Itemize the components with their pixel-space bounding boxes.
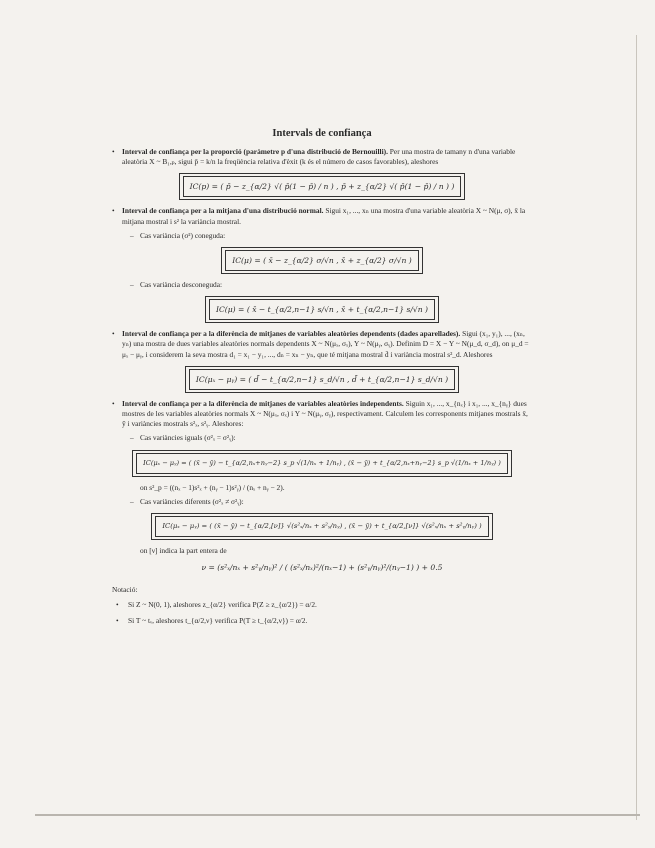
formula-text: IC(μ) = ( x̄ − z_{α/2} σ/√n , x̄ + z_{α/2} σ/√n ) [225, 250, 419, 271]
nu-text: on [ν] indica la part entera de [140, 546, 227, 556]
formula-text: IC(μ) = ( x̄ − t_{α/2,n−1} s/√n , x̄ + t_{α/2,n−1} s/√n ) [209, 299, 435, 320]
section-text: Siguin x₁, ..., x_{nₓ} i x₁, ..., x_{nᵧ} dues mostres de les variables aleatòries normals X ~ N(μₓ, σₓ) i Y ~ N(μᵧ, σᵧ), respectivament. Calculem les corresponents mitjanes mostrals x̄, ȳ i variàncies mostrals s²ₓ, s²ᵧ. Aleshores: [122, 398, 528, 429]
document-content [112, 128, 532, 626]
formula-text: IC(μₓ − μᵧ) = ( (x̄ − ȳ) − t_{α/2,[ν]} √(s²ₓ/nₓ + s²ᵧ/nᵧ) , (x̄ − ȳ) + t_{α/2,[ν]} √(s²ₓ/nₓ + s²ᵧ/nᵧ) ) [155, 516, 488, 537]
case-different-variances: – Cas variàncies diferents (σ²ₓ ≠ σ²ᵧ): [112, 497, 532, 507]
formula-mean-unknown [112, 296, 532, 323]
section-text: Sigui (x₁, y₁), ..., (xₙ, yₙ) una mostra de dues variables aleatòries normals dependents X ~ N(μₓ, σₓ), Y ~ N(μᵧ, σᵧ). Definim D = X − Y ~ N(μ_d, σ_d), on μ_d = μₓ − μᵧ, i considerem la seva mostra d₁ = x₁ − y₁, ..., dₙ = xₙ − yₙ, que té mitjana mostral d̄ i variància mostral s²_d. Aleshores [122, 329, 529, 359]
formula-independent-equal [112, 450, 532, 477]
pooled-variance-text: on s²_p = ((nₓ − 1)s²ₓ + (nᵧ − 1)s²ᵧ) / (nₓ + nᵧ − 2). [140, 482, 285, 492]
formula-mean-known [112, 247, 532, 274]
page-title: Intervals de confiança [272, 128, 372, 139]
case-known-variance: – Cas variància (σ²) coneguda: [112, 231, 532, 241]
page-edge-bottom [35, 814, 640, 816]
section-heading: Interval de confiança per a la mitjana d'una distribució normal. [122, 206, 324, 216]
section-heading: Interval de confiança per la proporció (paràmetre p d'una distribució de Bernouilli). [122, 147, 388, 156]
formula-text: IC(μₓ − μᵧ) = ( d̄ − t_{α/2,n−1} s_d/√n , d̄ + t_{α/2,n−1} s_d/√n ) [189, 369, 455, 390]
section-text: Per una mostra de tamany n d'una variable aleatòria X ~ B₁,ₚ, sigui p̄ = k/n la freqüència relativa d'èxit (k és el número de casos favorables), aleshores [122, 147, 516, 167]
section-proportion [112, 147, 532, 167]
section-independent [112, 399, 532, 430]
case-equal-variances: – Cas variàncies iguals (σ²ₓ = σ²ᵧ): [112, 433, 532, 443]
notation-item: • Si T ~ tᵥ, aleshores t_{α/2,ν} verifica P(T ≥ t_{α/2,ν}) = α/2. [116, 616, 532, 626]
section-heading: Interval de confiança per a la diferència de mitjanes de variables aleatòries dependents (dades aparellades). [122, 329, 461, 339]
notation-item: • Si Z ~ N(0, 1), aleshores z_{α/2} verifica P(Z ≥ z_{α/2}) = α/2. [116, 600, 532, 610]
formula-text: IC(μₓ − μᵧ) = ( (x̄ − ȳ) − t_{α/2,nₓ+nᵧ−2} s_p √(1/nₓ + 1/nᵧ) , (x̄ − ȳ) + t_{α/2,nₓ+nᵧ−2} s_p √(1/nₓ + 1/nᵧ) ) [136, 453, 508, 474]
formula-independent-different [112, 513, 532, 540]
page-edge-right [636, 35, 637, 820]
section-dependent [112, 329, 532, 360]
section-heading: Interval de confiança per a la diferència de mitjanes de variables aleatòries independents. [122, 398, 404, 408]
notation-label: Notació: [112, 585, 138, 595]
formula-text: IC(p) = ( p̄ − z_{α/2} √( p̄(1 − p̄) / n ) , p̄ + z_{α/2} √( p̄(1 − p̄) / n ) ) [183, 176, 462, 197]
case-unknown-variance: – Cas variància desconeguda: [112, 280, 532, 290]
formula-dependent [112, 366, 532, 393]
formula-nu: ν = (s²ₓ/nₓ + s²ᵧ/nᵧ)² / ( (s²ₓ/nₓ)²/(nₓ−1) + (s²ᵧ/nᵧ)²/(nᵧ−1) ) + 0.5 [201, 563, 443, 573]
section-text: Sigui x₁, ..., xₙ una mostra d'una variable aleatòria X ~ N(μ, σ), x̄ la mitjana mostral i s² la variància mostral. [122, 206, 526, 226]
formula-proportion [112, 173, 532, 200]
section-mean [112, 206, 532, 226]
